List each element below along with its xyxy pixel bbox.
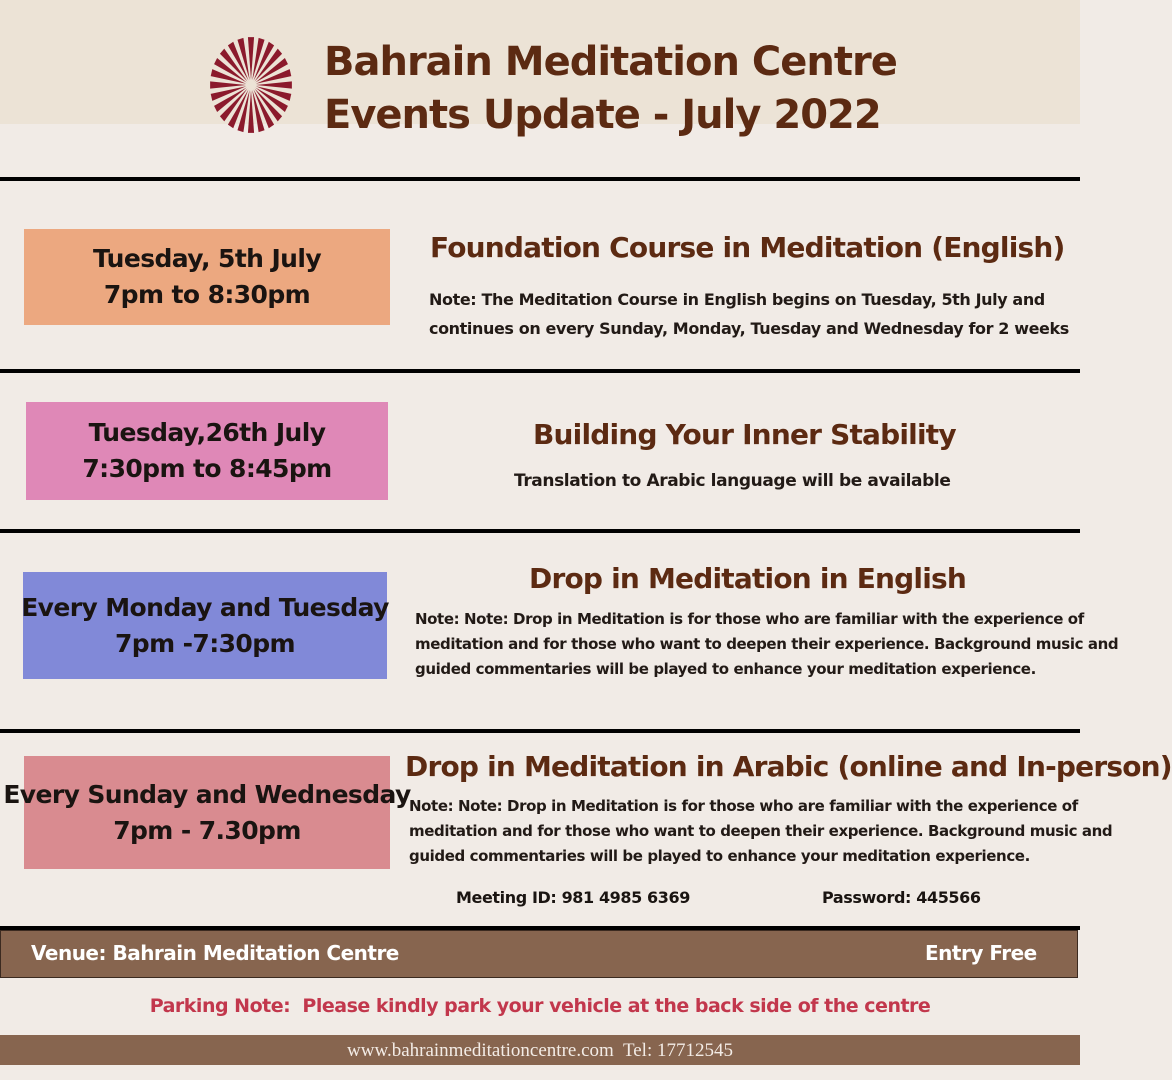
event-time: 7pm to 8:30pm xyxy=(103,280,311,309)
event-date: Every Monday and Tuesday xyxy=(21,592,389,622)
event-title: Building Your Inner Stability xyxy=(533,418,956,451)
divider xyxy=(0,529,1080,533)
event-note-line: continues on every Sunday, Monday, Tuesday and Wednesday for 2 weeks xyxy=(429,319,1069,338)
event-note-line: guided commentaries will be played to enhance your meditation experience. xyxy=(409,847,1030,865)
venue-label: Venue: Bahrain Meditation Centre xyxy=(31,941,399,965)
event-note-line: Note: The Meditation Course in English begins on Tuesday, 5th July and xyxy=(429,290,1045,309)
event-date: Tuesday,26th July xyxy=(88,418,326,447)
event-title: Drop in Meditation in Arabic (online and In-person) xyxy=(405,750,1172,783)
divider xyxy=(0,369,1080,373)
divider xyxy=(0,177,1080,181)
event-datetime-box xyxy=(3,756,411,869)
event-note-line: Note: Note: Drop in Meditation is for those who are familiar with the experience of xyxy=(415,610,1084,628)
event-note-line: Note: Note: Drop in Meditation is for those who are familiar with the experience of xyxy=(409,797,1078,815)
event-note-line: meditation and for those who want to deepen their experience. Background music and xyxy=(409,822,1113,840)
event-note-line: guided commentaries will be played to enhance your meditation experience. xyxy=(415,660,1036,678)
logo-ray xyxy=(248,37,254,80)
divider xyxy=(0,729,1080,733)
event-title: Foundation Course in Meditation (English) xyxy=(430,231,1065,264)
event-title: Drop in Meditation in English xyxy=(529,562,967,595)
event-date: Every Sunday and Wednesday xyxy=(3,779,411,809)
logo-ray xyxy=(248,90,254,133)
title-line-1: Bahrain Meditation Centre xyxy=(324,39,897,85)
event-note xyxy=(409,794,1112,869)
event-time: 7:30pm to 8:45pm xyxy=(82,454,332,483)
meeting-password: Password: 445566 xyxy=(822,888,981,907)
event-time: 7pm - 7.30pm xyxy=(113,815,301,845)
meeting-id: Meeting ID: 981 4985 6369 xyxy=(456,888,690,907)
event-note xyxy=(415,607,1118,682)
title-line-2: Events Update - July 2022 xyxy=(324,92,881,138)
event-datetime-box xyxy=(26,402,388,500)
event-date: Tuesday, 5th July xyxy=(92,244,322,273)
event-note xyxy=(514,469,950,493)
sun-rays-logo-icon xyxy=(208,34,294,136)
page-title xyxy=(324,36,897,142)
entry-free-label: Entry Free xyxy=(925,941,1037,965)
event-note xyxy=(429,285,1069,343)
event-datetime-box xyxy=(23,572,387,679)
event-time: 7pm -7:30pm xyxy=(115,628,295,658)
footer-contact: www.bahrainmeditationcentre.com Tel: 17712545 xyxy=(347,1040,733,1061)
parking-note: Parking Note: Please kindly park your vehicle at the back side of the centre xyxy=(149,995,931,1017)
event-note-line: meditation and for those who want to deepen their experience. Background music and xyxy=(415,635,1119,653)
event-note-line: Translation to Arabic language will be available xyxy=(514,471,951,491)
event-datetime-box xyxy=(24,229,390,325)
